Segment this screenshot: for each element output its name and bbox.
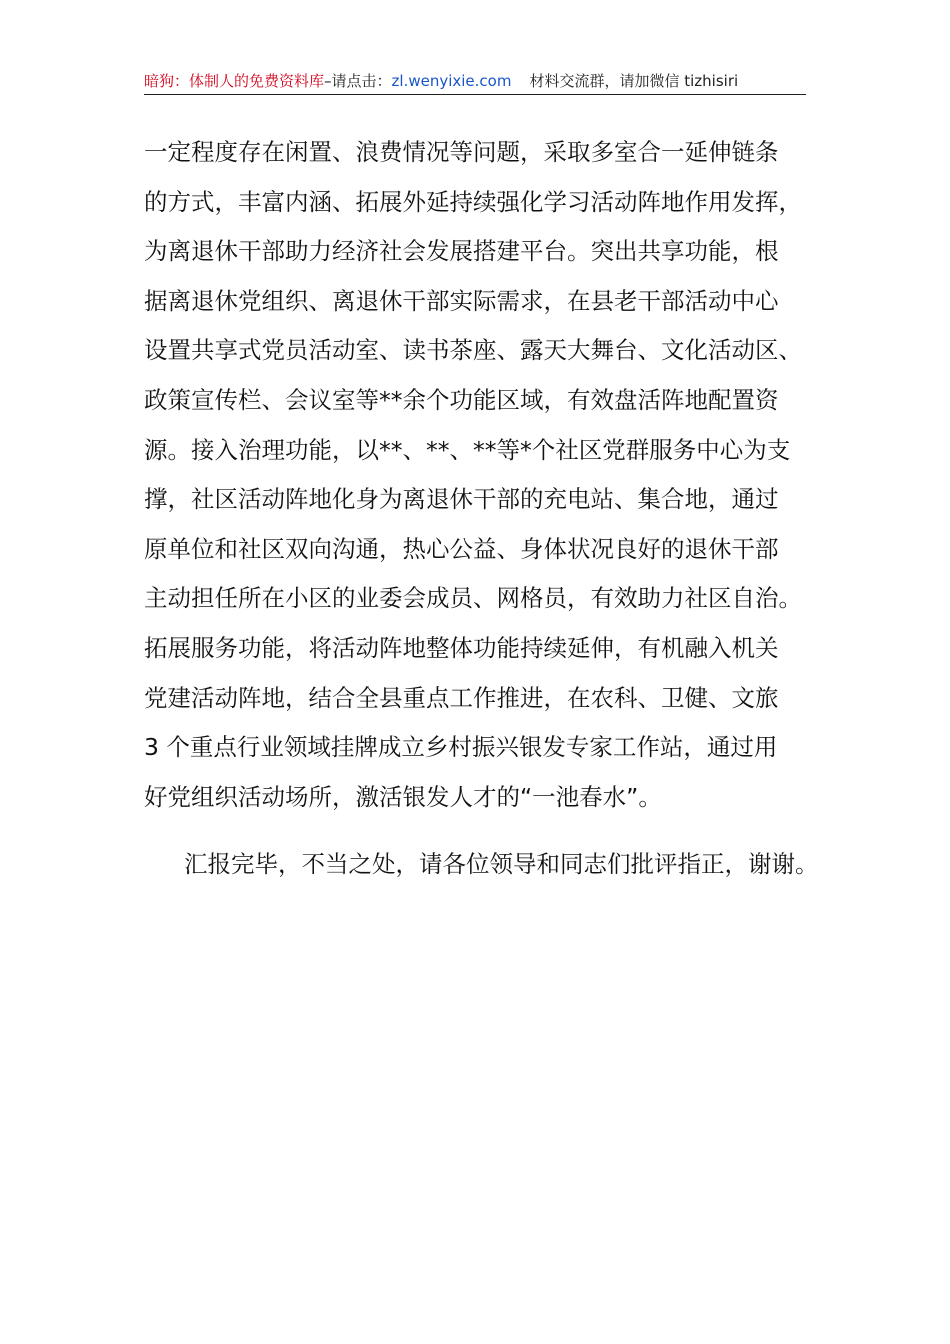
body-line: 设置共享式党员活动室、读书茶座、露天大舞台、文化活动区、 bbox=[144, 336, 802, 365]
body-line: 政策宣传栏、会议室等**余个功能区域，有效盘活阵地配置资 bbox=[144, 385, 779, 414]
body-paragraph bbox=[144, 128, 806, 822]
body-line: 拓展服务功能，将活动阵地整体功能持续延伸，有机融入机关 bbox=[144, 633, 779, 662]
body-line: 党建活动阵地，结合全县重点工作推进，在农科、卫健、文旅 bbox=[144, 683, 779, 712]
body-line: 原单位和社区双向沟通，热心公益、身体状况良好的退休干部 bbox=[144, 534, 779, 563]
body-line: 主动担任所在小区的业委会成员、网格员，有效助力社区自治。 bbox=[144, 584, 802, 613]
document-body bbox=[144, 128, 819, 890]
header-link[interactable]: zl.wenyixie.com bbox=[391, 72, 512, 90]
header-brand: 暗狗：体制人的免费资料库 bbox=[144, 72, 325, 90]
body-line: 一定程度存在闲置、浪费情况等问题，采取多室合一延伸链条 bbox=[144, 138, 779, 166]
body-line: 的方式，丰富内涵、拓展外延持续强化学习活动阵地作用发挥， bbox=[144, 187, 802, 216]
body-line: 据离退休党组织、离退休干部实际需求，在县老干部活动中心 bbox=[144, 286, 779, 315]
body-line: 撑，社区活动阵地化身为离退休干部的充电站、集合地，通过 bbox=[144, 485, 779, 514]
body-line: 3 个重点行业领域挂牌成立乡村振兴银发专家工作站，通过用 bbox=[144, 733, 778, 762]
header-contact: 材料交流群，请加微信 tizhisiri bbox=[529, 72, 739, 90]
closing-paragraph: 汇报完毕，不当之处，请各位领导和同志们批评指正，谢谢。 bbox=[184, 850, 819, 879]
header-prompt: –请点击： bbox=[324, 72, 392, 90]
body-line: 好党组织活动场所，激活银发人才的“一池春水”。 bbox=[144, 782, 662, 811]
body-line: 为离退休干部助力经济社会发展搭建平台。突出共享功能，根 bbox=[144, 237, 779, 266]
body-line: 源。接入治理功能，以**、**、**等*个社区党群服务中心为支 bbox=[144, 435, 791, 464]
page-header bbox=[144, 68, 806, 95]
